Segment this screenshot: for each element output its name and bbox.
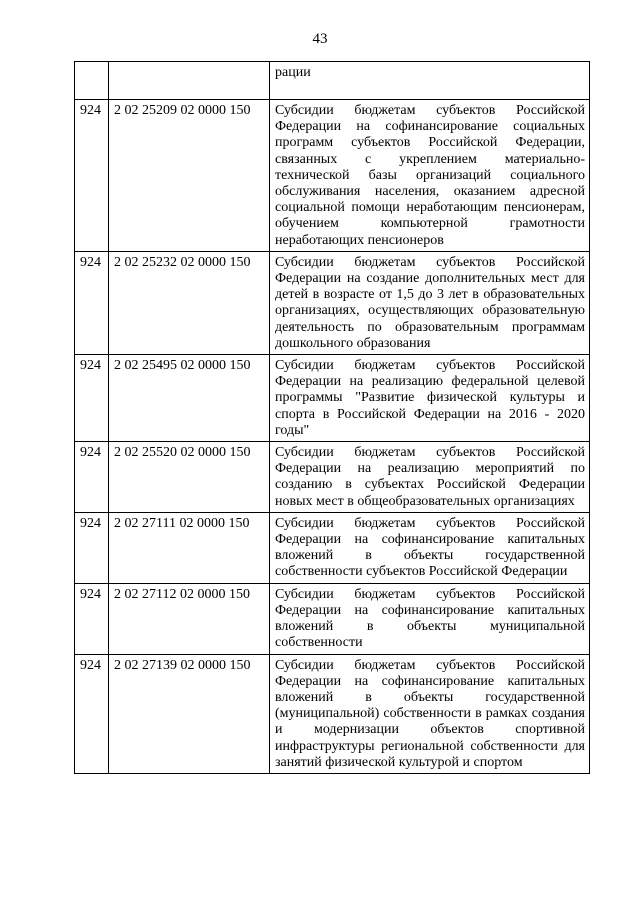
table-row-continuation (75, 62, 590, 100)
table-row (75, 251, 590, 354)
description-cell: Субсидии бюджетам субъектов Российской Федерации на реализацию федеральной целевой программы "Развитие физической культуры и спорта в Российской Федерации на 2016 - 2020 годы" (270, 355, 590, 442)
table-row (75, 355, 590, 442)
budget-code-cell: 2 02 25520 02 0000 150 (109, 442, 270, 513)
admin-code-cell: 924 (75, 100, 109, 252)
admin-code-cell: 924 (75, 512, 109, 583)
description-cell: Субсидии бюджетам субъектов Российской Федерации на софинансирование социальных программ субъектов Российской Федерации, связанных с укреплением материально-технической базы организаций социального обслуживания населения, оказанием адресной социальной помощи неработающим пенсионерам, обучением компьютерной грамотности неработающих пенсионеров (270, 100, 590, 252)
table-row (75, 583, 590, 654)
table-row (75, 100, 590, 252)
budget-code-cell (109, 62, 270, 100)
description-cell: Субсидии бюджетам субъектов Российской Федерации на софинансирование капитальных вложений в объекты муниципальной собственности (270, 583, 590, 654)
page-number: 43 (312, 31, 328, 47)
table-row (75, 654, 590, 773)
budget-code-cell: 2 02 25209 02 0000 150 (109, 100, 270, 252)
admin-code-cell: 924 (75, 654, 109, 773)
admin-code-cell: 924 (75, 355, 109, 442)
budget-code-cell: 2 02 27111 02 0000 150 (109, 512, 270, 583)
admin-code-cell: 924 (75, 251, 109, 354)
table-row (75, 512, 590, 583)
budget-classification-table (74, 61, 590, 774)
budget-code-cell: 2 02 27112 02 0000 150 (109, 583, 270, 654)
admin-code-cell: 924 (75, 583, 109, 654)
table-row (75, 442, 590, 513)
description-cell: Субсидии бюджетам субъектов Российской Федерации на создание дополнительных мест для детей в возрасте от 1,5 до 3 лет в образовательных организациях, осуществляющих образовательную деятельность по образовательным программам дошкольного образования (270, 251, 590, 354)
budget-code-cell: 2 02 27139 02 0000 150 (109, 654, 270, 773)
description-cell: Субсидии бюджетам субъектов Российской Федерации на софинансирование капитальных вложений в объекты государственной собственности субъектов Российской Федерации (270, 512, 590, 583)
admin-code-cell: 924 (75, 442, 109, 513)
description-cell: Субсидии бюджетам субъектов Российской Федерации на реализацию мероприятий по созданию в субъектах Российской Федерации новых мест в общеобразовательных организациях (270, 442, 590, 513)
budget-code-cell: 2 02 25232 02 0000 150 (109, 251, 270, 354)
description-cell: Субсидии бюджетам субъектов Российской Федерации на софинансирование капитальных вложений в объекты государственной (муниципальной) собственности в рамках создания и модернизации объектов спортивной инфраструктуры региональной собственности для занятий физической культурой и спортом (270, 654, 590, 773)
admin-code-cell (75, 62, 109, 100)
budget-code-cell: 2 02 25495 02 0000 150 (109, 355, 270, 442)
description-cell: рации (270, 62, 590, 100)
